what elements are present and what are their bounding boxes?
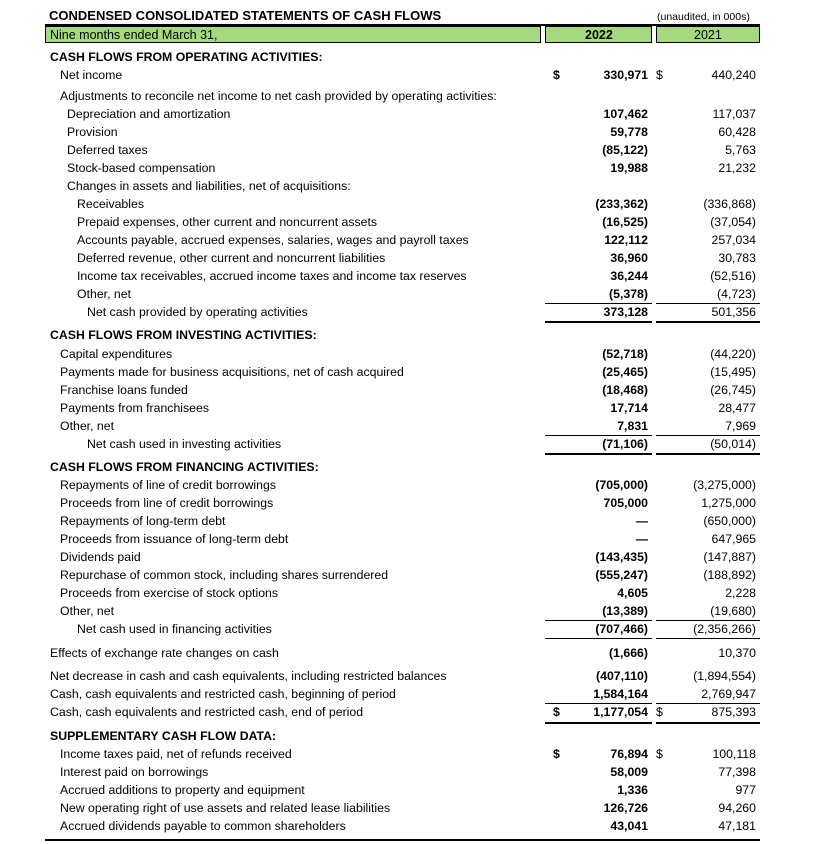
- value-2021: (44,220): [710, 347, 756, 361]
- value-2022: (707,466): [595, 622, 648, 636]
- table-row: [0, 66, 816, 84]
- row-label: Repayments of long-term debt: [60, 514, 226, 528]
- table-row: [0, 417, 816, 435]
- dollar-sign-2021: $: [656, 747, 663, 761]
- row-label: Adjustments to reconcile net income to net cash provided by operating activities:: [60, 89, 497, 103]
- row-label: Cash, cash equivalents and restricted cash, beginning of period: [50, 687, 396, 701]
- row-label: Payments made for business acquisitions, net of cash acquired: [60, 365, 404, 379]
- value-2022: 36,244: [610, 269, 648, 283]
- table-row: [0, 667, 816, 685]
- row-label: Prepaid expenses, other current and noncurrent assets: [77, 215, 378, 229]
- total-rule: [545, 321, 652, 323]
- table-row: [0, 399, 816, 417]
- row-label: Other, net: [77, 287, 132, 301]
- table-row: [0, 303, 816, 321]
- table-row: [0, 566, 816, 584]
- unaudited-note: (unaudited, in 000s): [657, 11, 750, 23]
- value-2021: 21,232: [718, 161, 756, 175]
- subtotal-rule: [656, 303, 760, 304]
- table-row: [0, 249, 816, 267]
- table-row: [0, 195, 816, 213]
- value-2021: (15,495): [710, 365, 756, 379]
- table-row: [0, 363, 816, 381]
- row-label: New operating right of use assets and related lease liabilities: [60, 801, 391, 815]
- value-2022: 19,988: [610, 161, 648, 175]
- dollar-sign-2021: $: [656, 68, 663, 82]
- value-2022: (25,465): [602, 365, 648, 379]
- row-label: Proceeds from line of credit borrowings: [60, 496, 274, 510]
- row-label: Deferred taxes: [67, 143, 148, 157]
- value-2022: 107,462: [603, 107, 648, 121]
- value-2021: 977: [735, 783, 756, 797]
- row-label: CASH FLOWS FROM OPERATING ACTIVITIES:: [50, 50, 323, 64]
- table-row: [0, 817, 816, 835]
- table-row: [0, 685, 816, 703]
- value-2022: 1,584,164: [593, 687, 648, 701]
- value-2021: (188,892): [703, 568, 756, 582]
- table-row: [0, 141, 816, 159]
- table-row: [0, 105, 816, 123]
- total-rule: [656, 321, 760, 323]
- row-label: Net cash provided by operating activities: [87, 305, 308, 319]
- subtotal-rule: [545, 303, 652, 304]
- value-2022: (233,362): [595, 197, 648, 211]
- value-2021: (1,894,554): [693, 669, 756, 683]
- value-2022: 126,726: [603, 801, 648, 815]
- row-label: Net cash used in financing activities: [77, 622, 272, 636]
- value-2022: 4,605: [617, 586, 648, 600]
- value-2022: (71,106): [602, 437, 648, 451]
- value-2021: 647,965: [711, 532, 756, 546]
- row-label: Receivables: [77, 197, 144, 211]
- row-label: Effects of exchange rate changes on cash: [50, 646, 279, 660]
- table-row: [0, 381, 816, 399]
- row-label: Accrued additions to property and equipment: [60, 783, 305, 797]
- value-2022: 705,000: [603, 496, 648, 510]
- value-2022: (13,389): [602, 604, 648, 618]
- table-row: [0, 231, 816, 249]
- value-2022: (705,000): [595, 478, 648, 492]
- value-2021: (26,745): [710, 383, 756, 397]
- value-2021: 7,969: [725, 419, 756, 433]
- period-label: Nine months ended March 31,: [50, 28, 218, 42]
- subtotal-rule: [545, 435, 652, 436]
- value-2021: 501,356: [711, 305, 756, 319]
- row-label: Repayments of line of credit borrowings: [60, 478, 276, 492]
- value-2021: 1,275,000: [701, 496, 756, 510]
- value-2021: 77,398: [718, 765, 756, 779]
- table-row: [0, 512, 816, 530]
- table-row: [0, 177, 816, 195]
- value-2022: 1,336: [617, 783, 648, 797]
- row-label: Franchise loans funded: [60, 383, 188, 397]
- dollar-sign-2022: $: [553, 68, 560, 82]
- row-label: SUPPLEMENTARY CASH FLOW DATA:: [50, 729, 277, 743]
- value-2022: (52,718): [602, 347, 648, 361]
- value-2022: (85,122): [602, 143, 648, 157]
- value-2022: 1,177,054: [593, 705, 648, 719]
- row-label: CASH FLOWS FROM FINANCING ACTIVITIES:: [50, 460, 319, 474]
- table-row: [0, 584, 816, 602]
- row-label: CASH FLOWS FROM INVESTING ACTIVITIES:: [50, 328, 317, 342]
- subtotal-rule: [656, 620, 760, 621]
- table-row: [0, 703, 816, 721]
- table-row: [0, 620, 816, 638]
- table-row: [0, 745, 816, 763]
- value-2021: (336,868): [703, 197, 756, 211]
- row-label: Deferred revenue, other current and noncurrent liabilities: [77, 251, 386, 265]
- table-row: [0, 345, 816, 363]
- value-2021: (650,000): [703, 514, 756, 528]
- subtotal-rule: [545, 620, 652, 621]
- row-label: Capital expenditures: [60, 347, 173, 361]
- value-2022: (18,468): [602, 383, 648, 397]
- value-2021: 47,181: [718, 819, 756, 833]
- value-2022: 59,778: [610, 125, 648, 139]
- section-header-row: [0, 458, 816, 476]
- value-2022: (555,247): [595, 568, 648, 582]
- subtotal-rule: [545, 703, 652, 704]
- value-2022: 122,112: [604, 233, 648, 247]
- col-2022-label: 2022: [585, 28, 613, 42]
- dollar-sign-2022: $: [553, 747, 560, 761]
- col-2021-label: 2021: [694, 28, 722, 42]
- value-2021: 440,240: [711, 68, 756, 82]
- value-2022: 36,960: [610, 251, 648, 265]
- value-2022: 7,831: [617, 419, 648, 433]
- table-row: [0, 213, 816, 231]
- row-label: Other, net: [60, 604, 115, 618]
- value-2021: 100,118: [712, 747, 756, 761]
- value-2021: 875,393: [711, 705, 756, 719]
- footer-rule: [45, 839, 760, 841]
- row-label: Provision: [67, 125, 118, 139]
- row-label: Interest paid on borrowings: [60, 765, 209, 779]
- value-2022: —: [635, 532, 648, 546]
- value-2021: 30,783: [718, 251, 756, 265]
- value-2021: 60,428: [718, 125, 756, 139]
- row-label: Net cash used in investing activities: [87, 437, 282, 451]
- section-header-row: [0, 326, 816, 344]
- row-label: Cash, cash equivalents and restricted cash, end of period: [50, 705, 364, 719]
- subtotal-rule: [656, 435, 760, 436]
- value-2021: 2,228: [725, 586, 756, 600]
- row-label: Net income: [60, 68, 123, 82]
- value-2022: (407,110): [596, 669, 648, 683]
- value-2022: 373,128: [603, 305, 648, 319]
- row-label: Income taxes paid, net of refunds received: [60, 747, 292, 761]
- statement-title: CONDENSED CONSOLIDATED STATEMENTS OF CASH FLOWS: [49, 8, 442, 23]
- value-2022: (5,378): [609, 287, 648, 301]
- row-label: Other, net: [60, 419, 115, 433]
- row-label: Stock-based compensation: [67, 161, 216, 175]
- value-2021: (2,356,266): [693, 622, 756, 636]
- period-header-bar: [45, 26, 541, 43]
- value-2021: (50,014): [710, 437, 756, 451]
- row-label: Changes in assets and liabilities, net of acquisitions:: [67, 179, 351, 193]
- subtotal-rule: [656, 703, 760, 704]
- value-2022: 330,971: [603, 68, 648, 82]
- value-2022: (16,525): [602, 215, 648, 229]
- row-label: Proceeds from exercise of stock options: [60, 586, 279, 600]
- table-row: [0, 548, 816, 566]
- col-2022-header: [545, 26, 652, 43]
- value-2021: (4,723): [717, 287, 756, 301]
- table-row: [0, 159, 816, 177]
- total-rule: [656, 453, 760, 455]
- table-row: [0, 267, 816, 285]
- dollar-sign-2021: $: [656, 705, 663, 719]
- value-2022: 17,714: [610, 401, 648, 415]
- table-row: [0, 494, 816, 512]
- table-row: [0, 435, 816, 453]
- value-2021: (37,054): [710, 215, 756, 229]
- subtotal-rule: [545, 638, 652, 639]
- value-2022: (143,435): [595, 550, 648, 564]
- table-row: [0, 602, 816, 620]
- value-2022: 76,894: [610, 747, 648, 761]
- row-label: Repurchase of common stock, including shares surrendered: [60, 568, 389, 582]
- table-row: [0, 644, 816, 662]
- total-rule: [545, 453, 652, 455]
- subtotal-rule: [656, 638, 760, 639]
- row-label: Accounts payable, accrued expenses, salaries, wages and payroll taxes: [77, 233, 469, 247]
- row-label: Proceeds from issuance of long-term debt: [60, 532, 289, 546]
- row-label: Income tax receivables, accrued income taxes and income tax reserves: [77, 269, 467, 283]
- row-label: Depreciation and amortization: [67, 107, 231, 121]
- value-2022: 58,009: [610, 765, 648, 779]
- value-2021: 28,477: [718, 401, 756, 415]
- table-row: [0, 123, 816, 141]
- table-row: [0, 763, 816, 781]
- col-2021-header: [656, 26, 760, 43]
- value-2021: (52,516): [710, 269, 756, 283]
- dollar-sign-2022: $: [553, 705, 560, 719]
- section-header-row: [0, 727, 816, 745]
- total-rule: [545, 722, 652, 724]
- row-label: Payments from franchisees: [60, 401, 209, 415]
- value-2021: (147,887): [703, 550, 756, 564]
- value-2022: —: [635, 514, 648, 528]
- row-label: Accrued dividends payable to common shareholders: [60, 819, 346, 833]
- value-2021: 257,034: [711, 233, 756, 247]
- value-2021: 2,769,947: [701, 687, 756, 701]
- table-row: [0, 530, 816, 548]
- value-2021: (3,275,000): [693, 478, 756, 492]
- table-row: [0, 476, 816, 494]
- table-row: [0, 781, 816, 799]
- value-2021: 10,370: [718, 646, 756, 660]
- total-rule: [656, 722, 760, 724]
- table-row: [0, 87, 816, 105]
- table-row: [0, 285, 816, 303]
- value-2021: (19,680): [710, 604, 756, 618]
- table-row: [0, 799, 816, 817]
- row-label: Net decrease in cash and cash equivalents, including restricted balances: [50, 669, 447, 683]
- value-2021: 5,763: [725, 143, 756, 157]
- value-2022: 43,041: [610, 819, 648, 833]
- value-2021: 94,260: [718, 801, 756, 815]
- value-2021: 117,037: [712, 107, 756, 121]
- value-2022: (1,666): [609, 646, 648, 660]
- section-header-row: [0, 48, 816, 66]
- row-label: Dividends paid: [60, 550, 141, 564]
